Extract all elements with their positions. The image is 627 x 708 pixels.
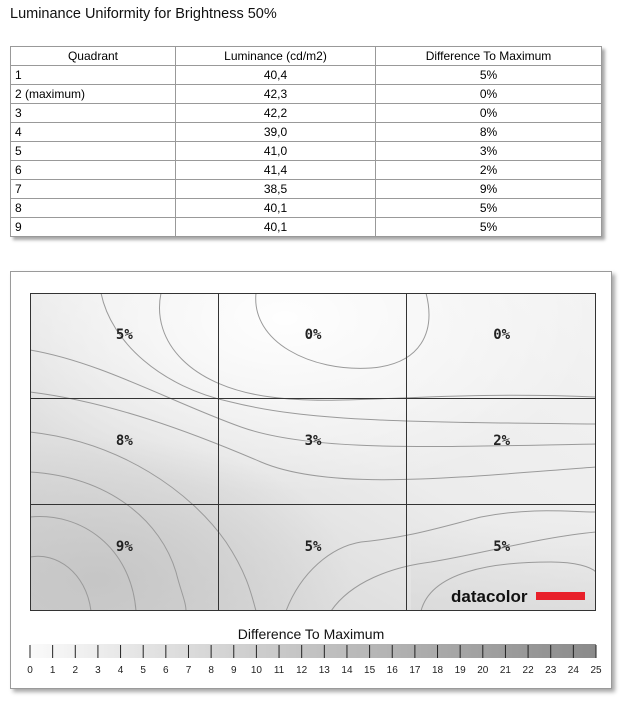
colorbar-tick-label: 21 <box>499 665 512 676</box>
cell-quadrant: 8 <box>11 199 176 218</box>
quadrant-label: 0% <box>493 327 511 343</box>
cell-difference: 8% <box>376 123 602 142</box>
cell-quadrant: 7 <box>11 180 176 199</box>
table-row <box>11 180 602 199</box>
cell-quadrant: 2 (maximum) <box>11 85 176 104</box>
table-row <box>11 199 602 218</box>
cell-luminance: 42,3 <box>176 85 376 104</box>
cell-difference: 0% <box>376 85 602 104</box>
cell-luminance: 42,2 <box>176 104 376 123</box>
table-row <box>11 142 602 161</box>
colorbar-tick-label: 14 <box>341 665 353 676</box>
uniformity-table <box>10 46 602 237</box>
colorbar-tick-label: 25 <box>590 665 602 676</box>
header-luminance: Luminance (cd/m2) <box>176 47 376 66</box>
colorbar-tick-label: 20 <box>477 665 489 676</box>
table-header-row <box>11 47 602 66</box>
cell-quadrant: 1 <box>11 66 176 85</box>
colorbar-tick-label: 16 <box>386 665 398 676</box>
colorbar-tick-label: 22 <box>522 665 534 676</box>
colorbar-tick-label: 6 <box>163 665 169 676</box>
colorbar-tick-label: 7 <box>185 665 192 676</box>
quadrant-label: 9% <box>115 539 133 555</box>
cell-luminance: 39,0 <box>176 123 376 142</box>
quadrant-label: 5% <box>115 327 133 343</box>
page-title: Luminance Uniformity for Brightness 50% <box>10 6 277 22</box>
colorbar-tick-label: 10 <box>250 665 262 676</box>
cell-difference: 9% <box>376 180 602 199</box>
colorbar-tick-label: 2 <box>72 665 79 676</box>
cell-luminance: 40,1 <box>176 218 376 237</box>
cell-quadrant: 4 <box>11 123 176 142</box>
colorbar-tick-label: 3 <box>95 665 101 676</box>
cell-quadrant: 9 <box>11 218 176 237</box>
header-quadrant: Quadrant <box>11 47 176 66</box>
colorbar-tick-label: 18 <box>431 665 444 676</box>
cell-luminance: 40,1 <box>176 199 376 218</box>
quadrant-label: 0% <box>304 327 322 343</box>
cell-luminance: 41,0 <box>176 142 376 161</box>
table-row <box>11 66 602 85</box>
cell-luminance: 41,4 <box>176 161 376 180</box>
colorbar <box>27 644 602 676</box>
table-row <box>11 161 602 180</box>
colorbar-tick-label: 23 <box>545 665 557 676</box>
cell-difference: 0% <box>376 104 602 123</box>
colorbar-tick-label: 8 <box>208 665 214 676</box>
cell-luminance: 38,5 <box>176 180 376 199</box>
colorbar-tick-label: 11 <box>273 665 285 676</box>
uniformity-chart-panel <box>10 271 612 689</box>
quadrant-label: 5% <box>493 539 511 555</box>
cell-difference: 3% <box>376 142 602 161</box>
colorbar-tick-label: 13 <box>318 665 330 676</box>
cell-luminance: 40,4 <box>176 66 376 85</box>
colorbar-tick-label: 5 <box>140 665 146 676</box>
colorbar-tick-label: 0 <box>27 665 33 676</box>
colorbar-tick-label: 24 <box>567 665 579 676</box>
quadrant-label: 3% <box>304 433 322 449</box>
cell-quadrant: 5 <box>11 142 176 161</box>
colorbar-tick-label: 19 <box>454 665 466 676</box>
cell-quadrant: 6 <box>11 161 176 180</box>
colorbar-tick-label: 4 <box>117 665 124 676</box>
table-row <box>11 218 602 237</box>
uniformity-table-container <box>10 46 602 237</box>
quadrant-label: 2% <box>493 433 511 449</box>
cell-difference: 5% <box>376 199 602 218</box>
colorbar-tick-label: 9 <box>230 665 237 676</box>
quadrant-label: 5% <box>304 539 322 555</box>
cell-quadrant: 3 <box>11 104 176 123</box>
colorbar-tick-label: 12 <box>296 665 308 676</box>
header-difference: Difference To Maximum <box>376 47 602 66</box>
quadrant-label: 8% <box>115 433 133 449</box>
colorbar-tick-label: 15 <box>364 665 376 676</box>
cell-difference: 2% <box>376 161 602 180</box>
datacolor-logo-text: datacolor <box>451 587 528 606</box>
table-row <box>11 123 602 142</box>
colorbar-tick-label: 17 <box>409 665 421 676</box>
cell-difference: 5% <box>376 218 602 237</box>
table-row <box>11 85 602 104</box>
colorbar-title: Difference To Maximum <box>237 626 385 642</box>
colorbar-tick-label: 1 <box>49 665 56 676</box>
table-row <box>11 104 602 123</box>
cell-difference: 5% <box>376 66 602 85</box>
